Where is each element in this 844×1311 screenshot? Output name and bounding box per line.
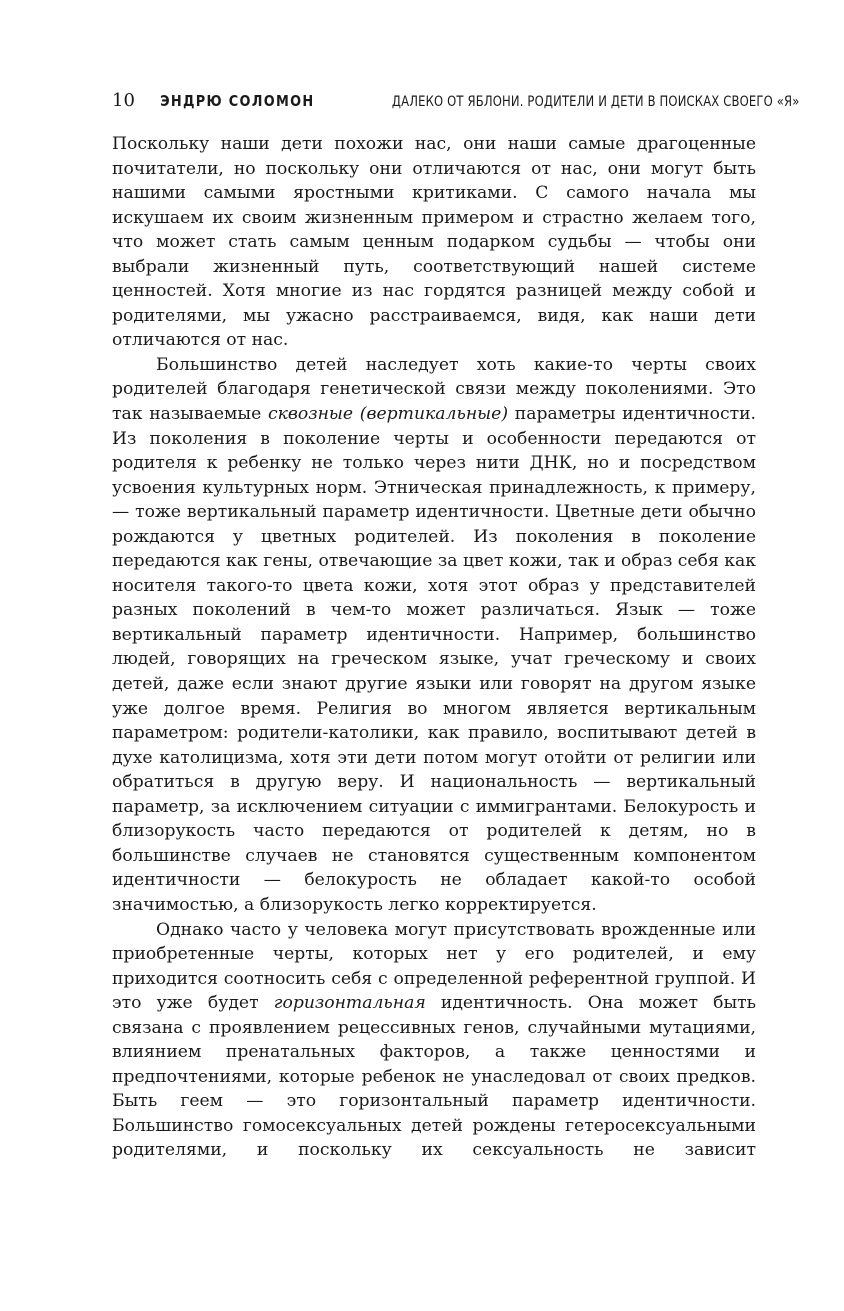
author-name: ЭНДРЮ СОЛОМОН [160, 92, 315, 110]
running-header [112, 90, 800, 120]
book-page [112, 90, 800, 1163]
page-number: 10 [112, 90, 135, 111]
body-text [112, 132, 756, 1163]
paragraph-1: Поскольку наши дети похожи нас, они наши самые драгоценные почитатели, но поскольку они отличаются от нас, они могут быть нашими самыми яростными критиками. С самого начала мы искушаем их своим жизненным примером и страстно желаем того, что может стать самым ценным подарком судьбы — чтобы они выбрали жизненный путь, соответствующий нашей системе ценностей. Хотя многие из нас гордятся разницей между собой и родителями, мы ужасно расстраиваемся, видя, как наши дети отличаются от нас. [112, 134, 756, 351]
paragraph-2-text-start: Большинство детей наследует хоть какие-то черты своих родителей благодаря генетической связи между поколениями. Это так называемые [112, 354, 756, 425]
book-title: ДАЛЕКО ОТ ЯБЛОНИ. РОДИТЕЛИ И ДЕТИ В ПОИСКАХ СВОЕГО «Я» [392, 94, 800, 110]
paragraph-3 [112, 918, 756, 1163]
paragraph-2 [112, 353, 756, 918]
paragraph-3-text-end: идентичность. Она может быть связана с проявлением рецессивных генов, случайными мутациями, влиянием пренатальных факторов, а также ценностями и предпочтениями, которые ребенок не унаследовал от своих предков. Быть геем — это горизонтальный параметр идентичности. Большинство гомосексуальных детей рождены гетеросексуальными родителями, и поскольку их сексуальность не зависит [112, 993, 757, 1161]
header-right [135, 92, 800, 110]
italic-term-horizontal: горизонтальная [273, 993, 426, 1014]
paragraph-3-text-start: Однако часто у человека могут присутствовать врожденные или приобретенные черты, которых нет у его родителей, и ему приходится соотносить себя с определенной референтной группой. И это уже будет [112, 919, 756, 1014]
italic-term-vertical: сквозные (вертикальные) [267, 404, 509, 425]
paragraph-2-text-end: параметры идентичности. Из поколения в поколение черты и особенности передаются от родителя к ребенку не только через нити ДНК, но и посредством усвоения культурных норм. Этническая принадлежность, к примеру, — тоже вертикальный параметр идентичности. Цветные дети обычно рождаются у цветных родителей. Из поколения в поколение передаются как гены, отвечающие за цвет кожи, так и образ себя как носителя такого-то цвета кожи, хотя этот образ у представителей разных поколений в чем-то может различаться. Язык — тоже вертикальный параметр идентичности. Например, большинство людей, говорящих на греческом языке, учат греческому и своих детей, даже если знают другие языки или говорят на другом языке уже долгое время. Религия во многом является вертикальным параметром: родители-католики, как правило, воспитывают детей в духе католицизма, хотя эти дети потом могут отойти от религии или обратиться в другую веру. И национальность — вертикальный параметр, за исключением ситуации с иммигрантами. Белокурость и близорукость часто передаются от родителей к детям, но в большинстве случаев не становятся существенным компонентом идентичности — белокурость не обладает какой-то особой значимостью, а близорукость легко корректируется. [112, 404, 756, 915]
